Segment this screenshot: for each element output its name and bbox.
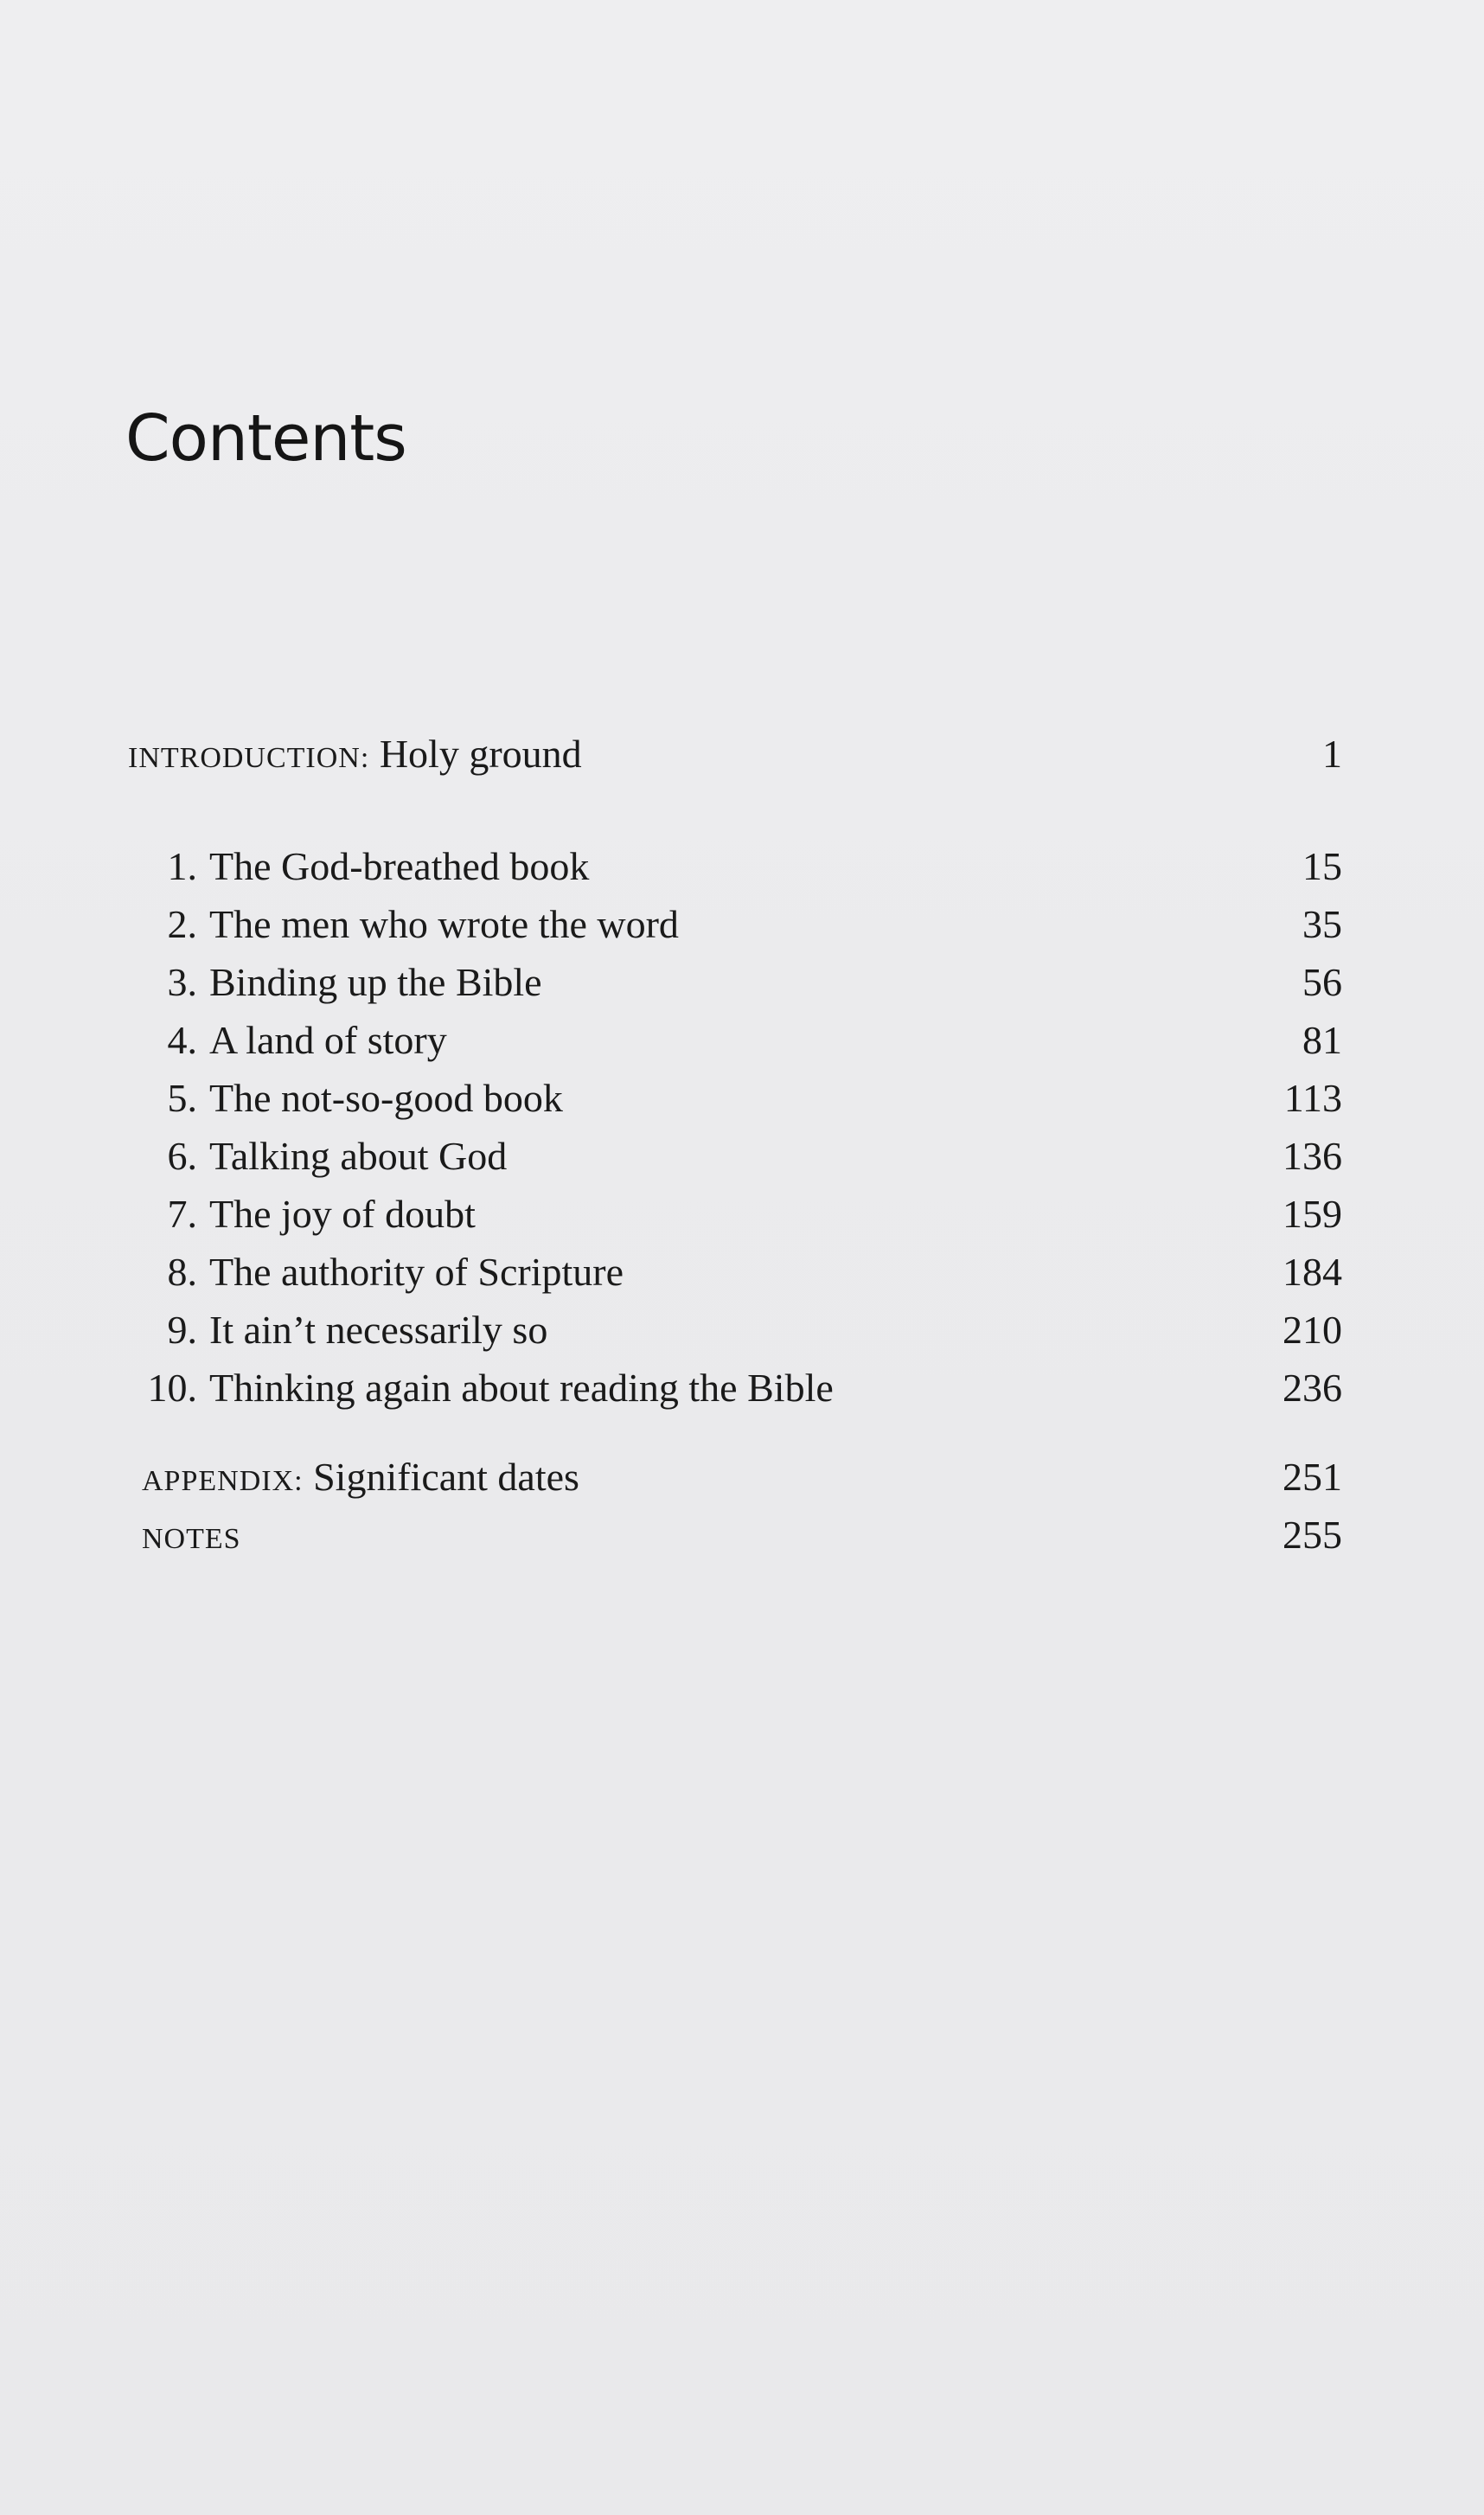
notes-page: 255 (1283, 1513, 1342, 1557)
chapter-page: 35 (1302, 902, 1342, 946)
introduction-page: 1 (1322, 732, 1342, 776)
appendix-label: APPENDIX: (142, 1465, 304, 1497)
chapter-title: The joy of doubt (209, 1192, 476, 1236)
table-of-contents (128, 725, 1342, 1564)
toc-entry-chapter[interactable] (138, 1359, 1342, 1417)
toc-entry-chapter[interactable] (138, 1301, 1342, 1359)
toc-entry-chapter[interactable] (138, 953, 1342, 1011)
chapter-page: 15 (1302, 844, 1342, 888)
chapter-number: 3. (167, 960, 197, 1004)
chapter-page: 113 (1283, 1076, 1342, 1120)
toc-entry-chapter[interactable] (138, 837, 1342, 895)
toc-entry-chapter[interactable] (138, 1243, 1342, 1301)
chapter-number: 4. (167, 1018, 197, 1062)
chapter-page: 210 (1283, 1308, 1342, 1352)
chapter-page: 136 (1283, 1134, 1342, 1178)
toc-entry-notes[interactable] (142, 1506, 1342, 1564)
chapter-title: Binding up the Bible (209, 960, 542, 1004)
chapter-number: 5. (167, 1076, 197, 1120)
toc-entry-appendix[interactable] (142, 1448, 1342, 1506)
toc-entry-introduction[interactable] (128, 725, 1342, 783)
toc-entry-chapter[interactable] (138, 1011, 1342, 1069)
chapter-title: It ain’t necessarily so (209, 1308, 548, 1352)
chapter-title: The men who wrote the word (209, 902, 679, 946)
chapter-list (138, 837, 1342, 1417)
chapter-page: 159 (1283, 1192, 1342, 1236)
toc-entry-chapter[interactable] (138, 1185, 1342, 1243)
chapter-title: Thinking again about reading the Bible (209, 1366, 834, 1410)
chapter-number: 2. (167, 902, 197, 946)
chapter-number: 10. (147, 1366, 197, 1410)
chapter-page: 56 (1302, 960, 1342, 1004)
chapter-number: 9. (167, 1308, 197, 1352)
chapter-title: The not-so-good book (209, 1076, 563, 1120)
toc-entry-chapter[interactable] (138, 1127, 1342, 1185)
notes-label: NOTES (142, 1523, 241, 1555)
chapter-title: The authority of Scripture (209, 1250, 624, 1294)
toc-entry-chapter[interactable] (138, 1069, 1342, 1127)
chapter-page: 184 (1283, 1250, 1342, 1294)
chapter-page: 81 (1302, 1018, 1342, 1062)
introduction-title: Holy ground (379, 732, 582, 776)
chapter-number: 7. (167, 1192, 197, 1236)
chapter-number: 6. (167, 1134, 197, 1178)
toc-entry-chapter[interactable] (138, 895, 1342, 953)
chapter-title: The God-breathed book (209, 844, 590, 888)
page-title: Contents (125, 401, 406, 476)
chapter-number: 1. (167, 844, 197, 888)
chapter-page: 236 (1283, 1366, 1342, 1410)
back-matter (142, 1448, 1342, 1564)
chapter-number: 8. (167, 1250, 197, 1294)
chapter-title: A land of story (209, 1018, 447, 1062)
appendix-title: Significant dates (313, 1455, 579, 1499)
introduction-label: INTRODUCTION: (128, 742, 370, 774)
appendix-page: 251 (1283, 1455, 1342, 1499)
chapter-title: Talking about God (209, 1134, 508, 1178)
